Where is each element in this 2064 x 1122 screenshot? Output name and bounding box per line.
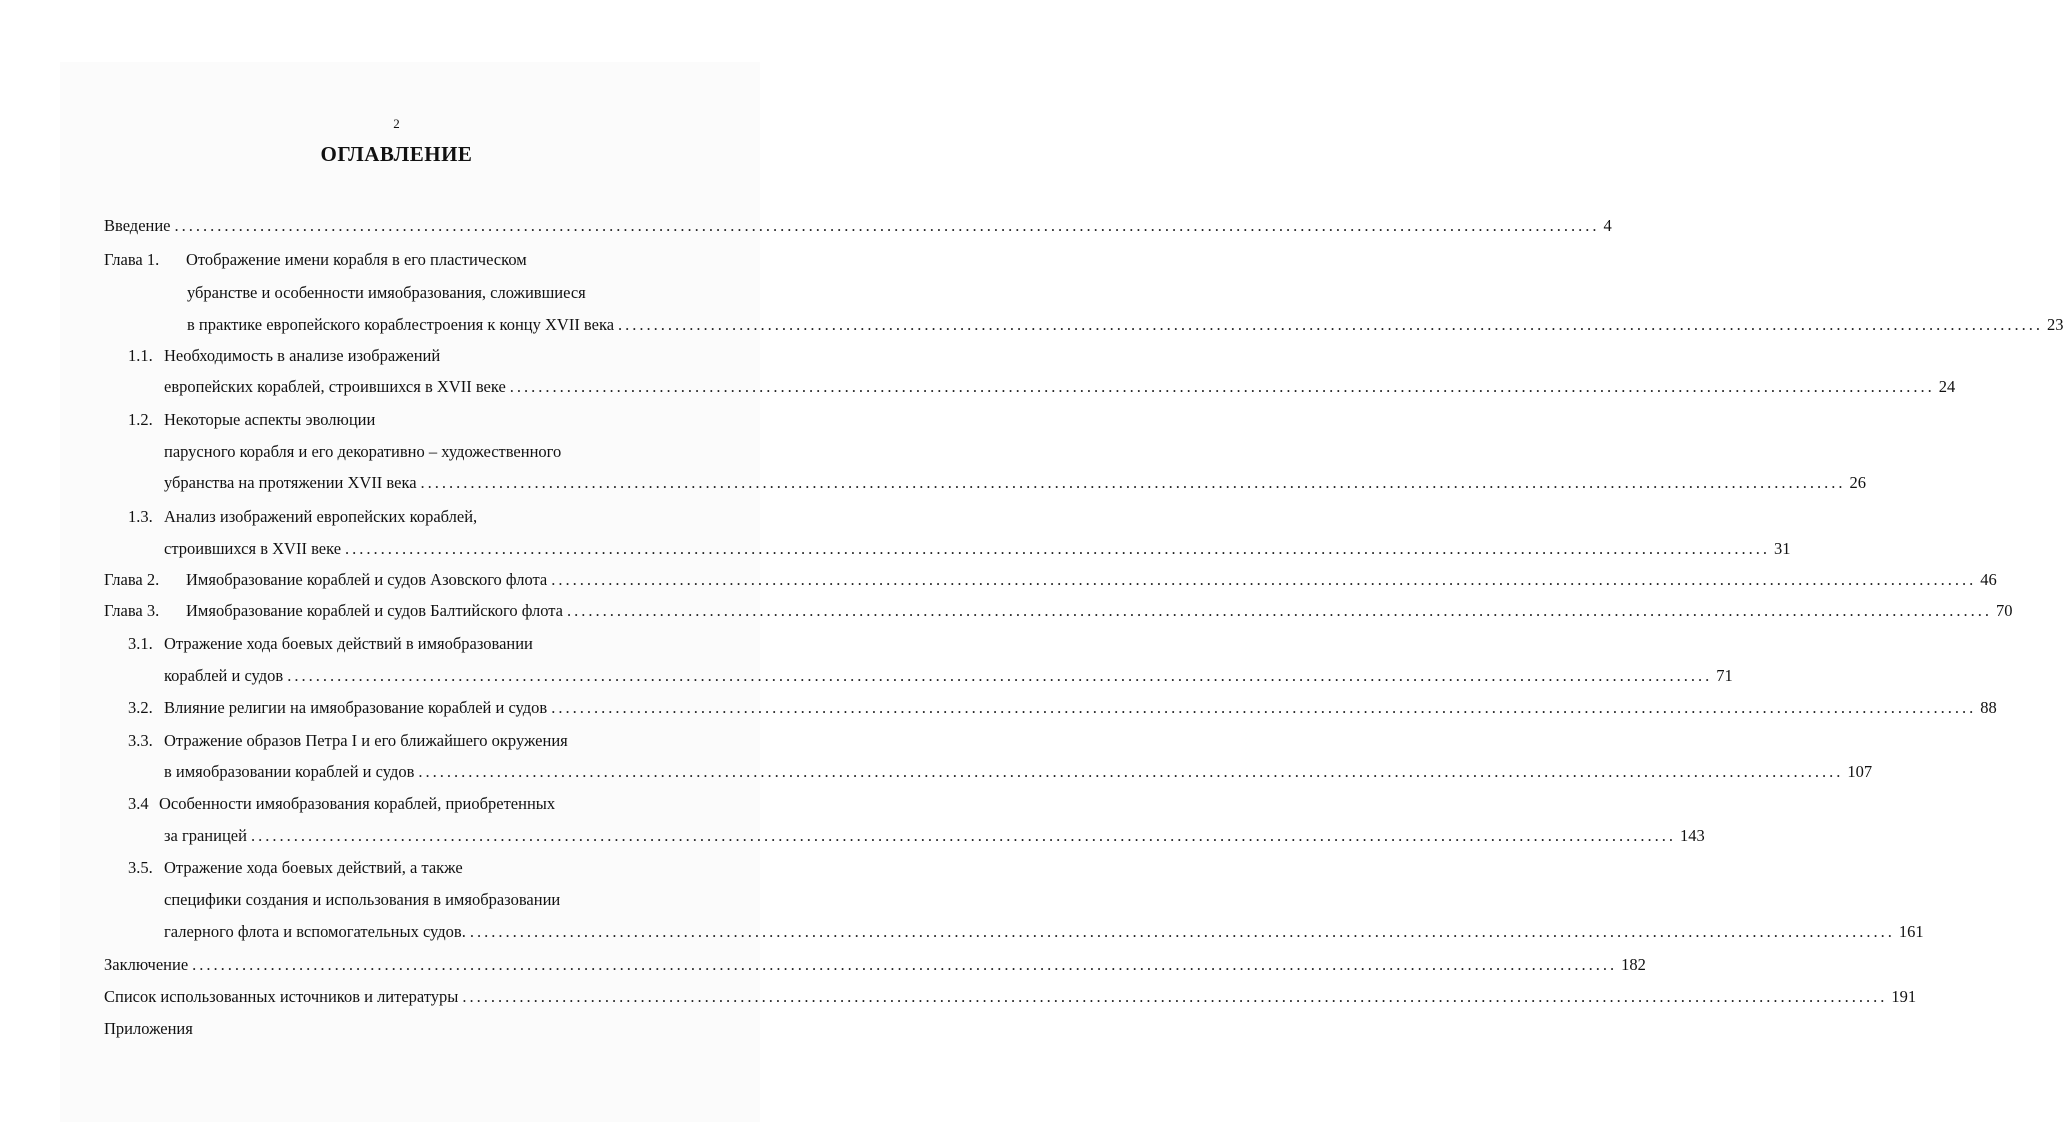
dot-leader: ........................................................................................................................................................................................................ <box>551 570 1977 589</box>
toc-entry-section-3-4-cont <box>164 822 1705 850</box>
toc-section-label: 1.1. <box>128 346 153 365</box>
toc-entry-appendix <box>104 1015 733 1043</box>
toc-entry-title-cont: строившихся в XVII веке <box>164 539 342 558</box>
toc-page-number: 4 <box>1603 216 1612 235</box>
toc-entry-title-cont: галерного флота и вспомогательных судов. <box>164 922 466 941</box>
dot-leader: ........................................................................................................................................................................................................ <box>174 216 1600 235</box>
toc-section-label: 3.2. <box>128 698 153 717</box>
toc-section-label: 1.3. <box>128 507 153 526</box>
toc-entry-title-cont: в практике европейского кораблестроения к концу XVII века <box>187 315 615 334</box>
toc-entry-title: Приложения <box>104 1019 193 1038</box>
toc-entry-title: Особенности имяобразования кораблей, приобретенных <box>159 794 556 813</box>
toc-chapter-label: Глава 3. <box>104 601 160 620</box>
toc-entry-section-3-3-cont <box>164 758 1873 786</box>
toc-entry-section-3-5-cont <box>164 918 1924 946</box>
toc-entry-chapter-1 <box>104 246 724 274</box>
toc-entry-title-cont: убранстве и особенности имяобразования, сложившиеся <box>187 283 586 302</box>
toc-section-label: 3.3. <box>128 731 153 750</box>
toc-entry-title: Имяобразование кораблей и судов Балтийского флота <box>186 601 563 620</box>
page-title: ОГЛАВЛЕНИЕ <box>320 142 473 166</box>
toc-page-number: 107 <box>1847 762 1873 781</box>
dot-leader: ........................................................................................................................................................................................................ <box>287 666 1713 685</box>
toc-section-label: 1.2. <box>128 410 153 429</box>
toc-entry-chapter-3 <box>104 597 2013 625</box>
toc-chapter-label: Глава 2. <box>104 570 160 589</box>
page-number: 2 <box>393 116 400 131</box>
toc-entry-chapter-1-cont <box>187 279 724 307</box>
toc-entry-section-3-1-cont <box>164 662 1733 690</box>
toc-entry-title: Отображение имени корабля в его пластическом <box>186 250 527 269</box>
toc-entry-title-cont: кораблей и судов <box>164 666 284 685</box>
toc-entry-title: Заключение <box>104 955 189 974</box>
toc-entry-title: Анализ изображений европейских кораблей, <box>164 507 478 526</box>
toc-section-label: 3.1. <box>128 634 153 653</box>
toc-section-label: 3.5. <box>128 858 153 877</box>
dot-leader: ........................................................................................................................................................................................................ <box>345 539 1771 558</box>
toc-page-number: 88 <box>1980 698 1997 717</box>
toc-entry-conclusion <box>104 951 1646 979</box>
toc-page-number: 71 <box>1716 666 1733 685</box>
toc-entry-title-cont: европейских кораблей, строившихся в XVII веке <box>164 377 506 396</box>
dot-leader: ........................................................................................................................................................................................................ <box>551 698 1977 717</box>
dot-leader: ........................................................................................................................................................................................................ <box>567 601 1992 620</box>
toc-page-number: 46 <box>1980 570 1997 589</box>
toc-page-number: 23 <box>2047 315 2064 334</box>
toc-entry-title-cont: за границей <box>164 826 247 845</box>
toc-entry-sources <box>104 983 1917 1011</box>
dot-leader: ........................................................................................................................................................................................................ <box>192 955 1618 974</box>
dot-leader: ........................................................................................................................................................................................................ <box>418 762 1844 781</box>
toc-page-number: 26 <box>1849 473 1867 492</box>
toc-entry-section-1-2-cont <box>164 469 1867 497</box>
toc-entry-section-1-2-cont <box>164 438 728 466</box>
toc-entry-section-3-5-cont <box>164 886 728 914</box>
dot-leader: ........................................................................................................................................................................................................ <box>462 987 1888 1006</box>
toc-entry-title: Необходимость в анализе изображений <box>164 346 441 365</box>
toc-entry-introduction <box>104 212 1612 240</box>
toc-entry-title: Список использованных источников и литературы <box>104 987 459 1006</box>
toc-page-number: 191 <box>1891 987 1917 1006</box>
dot-leader: ........................................................................................................................................................................................................ <box>469 922 1895 941</box>
toc-entry-section-1-1-cont <box>164 373 1956 401</box>
toc-entry-chapter-1-cont <box>187 311 2064 339</box>
toc-chapter-label: Глава 1. <box>104 250 160 269</box>
toc-entry-section-1-3 <box>128 503 728 531</box>
toc-page-number: 161 <box>1898 922 1924 941</box>
toc-section-label: 3.4 <box>128 794 149 813</box>
toc-entry-section-3-1 <box>128 630 728 658</box>
toc-entry-section-1-2 <box>128 406 728 434</box>
toc-entry-title: Отражение образов Петра I и его ближайшего окружения <box>164 731 568 750</box>
toc-entry-section-1-3-cont <box>164 535 1791 563</box>
dot-leader: ........................................................................................................................................................................................................ <box>250 826 1676 845</box>
toc-entry-title-cont: убранства на протяжении XVII века <box>164 473 417 492</box>
toc-page-number: 182 <box>1621 955 1646 974</box>
toc-page-number: 24 <box>1938 377 1956 396</box>
toc-entry-section-1-1 <box>128 342 728 370</box>
toc-entry-title-cont: парусного корабля и его декоративно – художественного <box>164 442 562 461</box>
toc-entry-section-3-4 <box>128 790 728 818</box>
toc-entry-chapter-2 <box>104 566 1997 594</box>
toc-entry-section-3-5 <box>128 854 728 882</box>
toc-entry-title: Отражение хода боевых действий в имяобразовании <box>164 634 533 653</box>
toc-page-number: 31 <box>1774 539 1791 558</box>
dot-leader: ........................................................................................................................................................................................................ <box>420 473 1846 492</box>
toc-entry-section-3-2 <box>128 694 1997 722</box>
toc-entry-title-cont: специфики создания и использования в имяобразовании <box>164 890 561 909</box>
toc-entry-section-3-3 <box>128 727 733 755</box>
toc-entry-title: Отражение хода боевых действий, а также <box>164 858 463 877</box>
dot-leader: ........................................................................................................................................................................................................ <box>618 315 2044 334</box>
toc-page-number: 70 <box>1996 601 2013 620</box>
toc-entry-title: Некоторые аспекты эволюции <box>164 410 376 429</box>
toc-entry-title-cont: в имяобразовании кораблей и судов <box>164 762 415 781</box>
toc-page-number: 143 <box>1679 826 1705 845</box>
toc-entry-title: Имяобразование кораблей и судов Азовского флота <box>186 570 548 589</box>
toc-entry-title: Введение <box>104 216 171 235</box>
toc-entry-title: Влияние религии на имяобразование кораблей и судов <box>164 698 548 717</box>
dot-leader: ........................................................................................................................................................................................................ <box>509 377 1935 396</box>
